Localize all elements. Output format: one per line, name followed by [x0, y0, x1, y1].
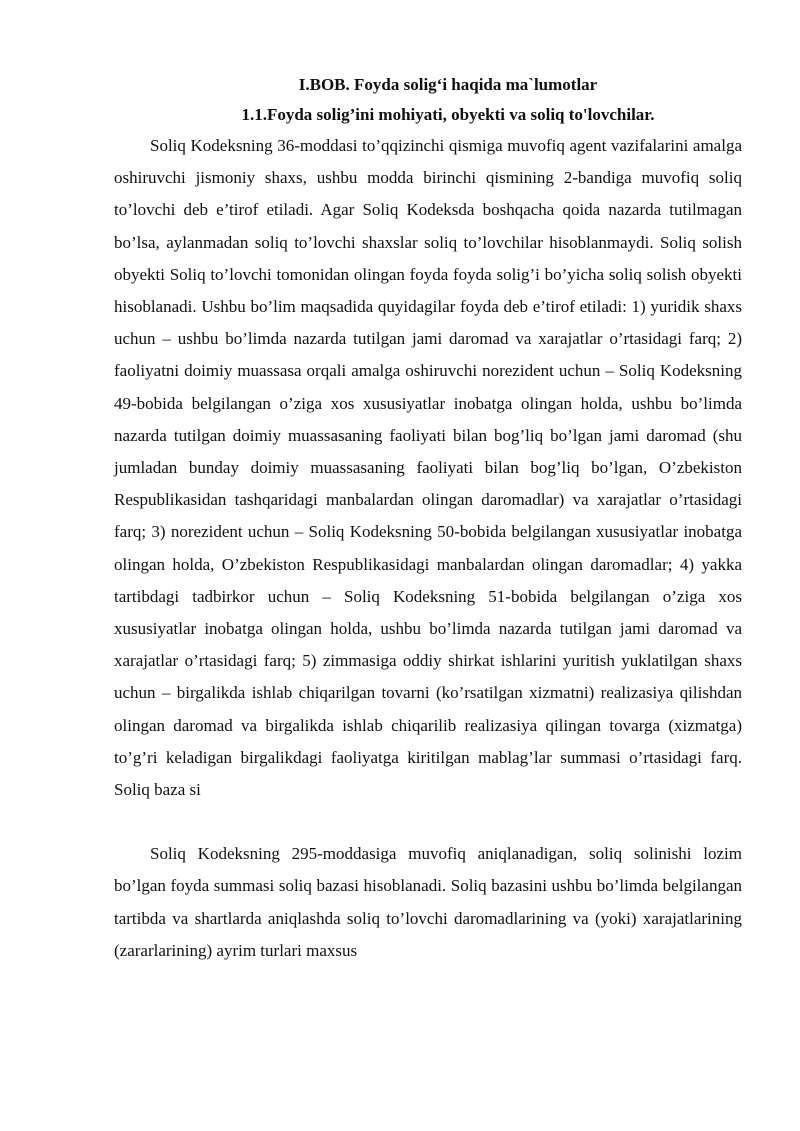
paragraph-spacer: [114, 806, 742, 838]
document-body: [114, 70, 742, 967]
body-paragraph-1: Soliq Kodeksning 36-moddasi to’qqizinchi qismiga muvofiq agent vazifalarini amalga oshiruvchi jismoniy shaxs, ushbu modda birinchi qismining 2-bandiga muvofiq soliq to’lovchi deb e’tirof etiladi. Agar Soliq Kodeksda boshqacha qoida nazarda tutilmagan bo’lsa, aylanmadan soliq to’lovchi shaxslar soliq to’lovchilar hisoblanmaydi. Soliq solish obyekti Soliq to’lovchi tomonidan olingan foyda foyda solig’i bo’yicha soliq solish obyekti hisoblanadi. Ushbu bo’lim maqsadida quyidagilar foyda deb e’tirof etiladi: 1) yuridik shaxs uchun – ushbu bo’limda nazarda tutilgan jami daromad va xarajatlar o’rtasidagi farq; 2) faoliyatni doimiy muassasa orqali amalga oshiruvchi norezident uchun – Soliq Kodeksning 49-bobida belgilangan o’ziga xos xususiyatlar inobatga olingan holda, ushbu bo’limda nazarda tutilgan doimiy muassasaning faoliyati bilan bog’liq bo’lgan jami daromad (shu jumladan bunday doimiy muassasaning faoliyati bilan bog’liq bo’lgan, O’zbekiston Respublikasidan tashqaridagi manbalardan olingan daromadlar) va xarajatlar o’rtasidagi farq; 3) norezident uchun – Soliq Kodeksning 50-bobida belgilangan xususiyatlar inobatga olingan holda, O’zbekiston Respublikasidagi manbalardan olingan daromadlar; 4) yakka tartibdagi tadbirkor uchun – Soliq Kodeksning 51-bobida belgilangan o’ziga xos xususiyatlar inobatga olingan holda, ushbu bo’limda nazarda tutilgan jami daromad va xarajatlar o’rtasidagi farq; 5) zimmasiga oddiy shirkat ishlarini yuritish yuklatilgan shaxs uchun – birgalikda ishlab chiqarilgan tovarni (ko’rsatilgan xizmatni) realizasiya qilishdan olingan daromad va birgalikda ishlab chiqarilib realizasiya qilingan tovarga (xizmatga) to’g’ri keladigan birgalikdagi faoliyatga kiritilgan mablag’lar summasi o’rtasidagi farq. Soliq baza si: [114, 136, 742, 800]
section-title: 1.1.Foyda solig’ini mohiyati, obyekti va soliq to'lovchilar.: [241, 105, 655, 124]
body-paragraph-2: Soliq Kodeksning 295-moddasiga muvofiq aniqlanadigan, soliq solinishi lozim bo’lgan foyda summasi soliq bazasi hisoblanadi. Soliq bazasini ushbu bo’limda belgilangan tartibda va shartlarda aniqlashda soliq to’lovchi daromadlarining va (yoki) xarajatlarining (zararlarining) ayrim turlari maxsus: [114, 844, 742, 960]
chapter-title: I.BOB. Foyda solig‘i haqida ma`lumotlar: [298, 75, 598, 94]
